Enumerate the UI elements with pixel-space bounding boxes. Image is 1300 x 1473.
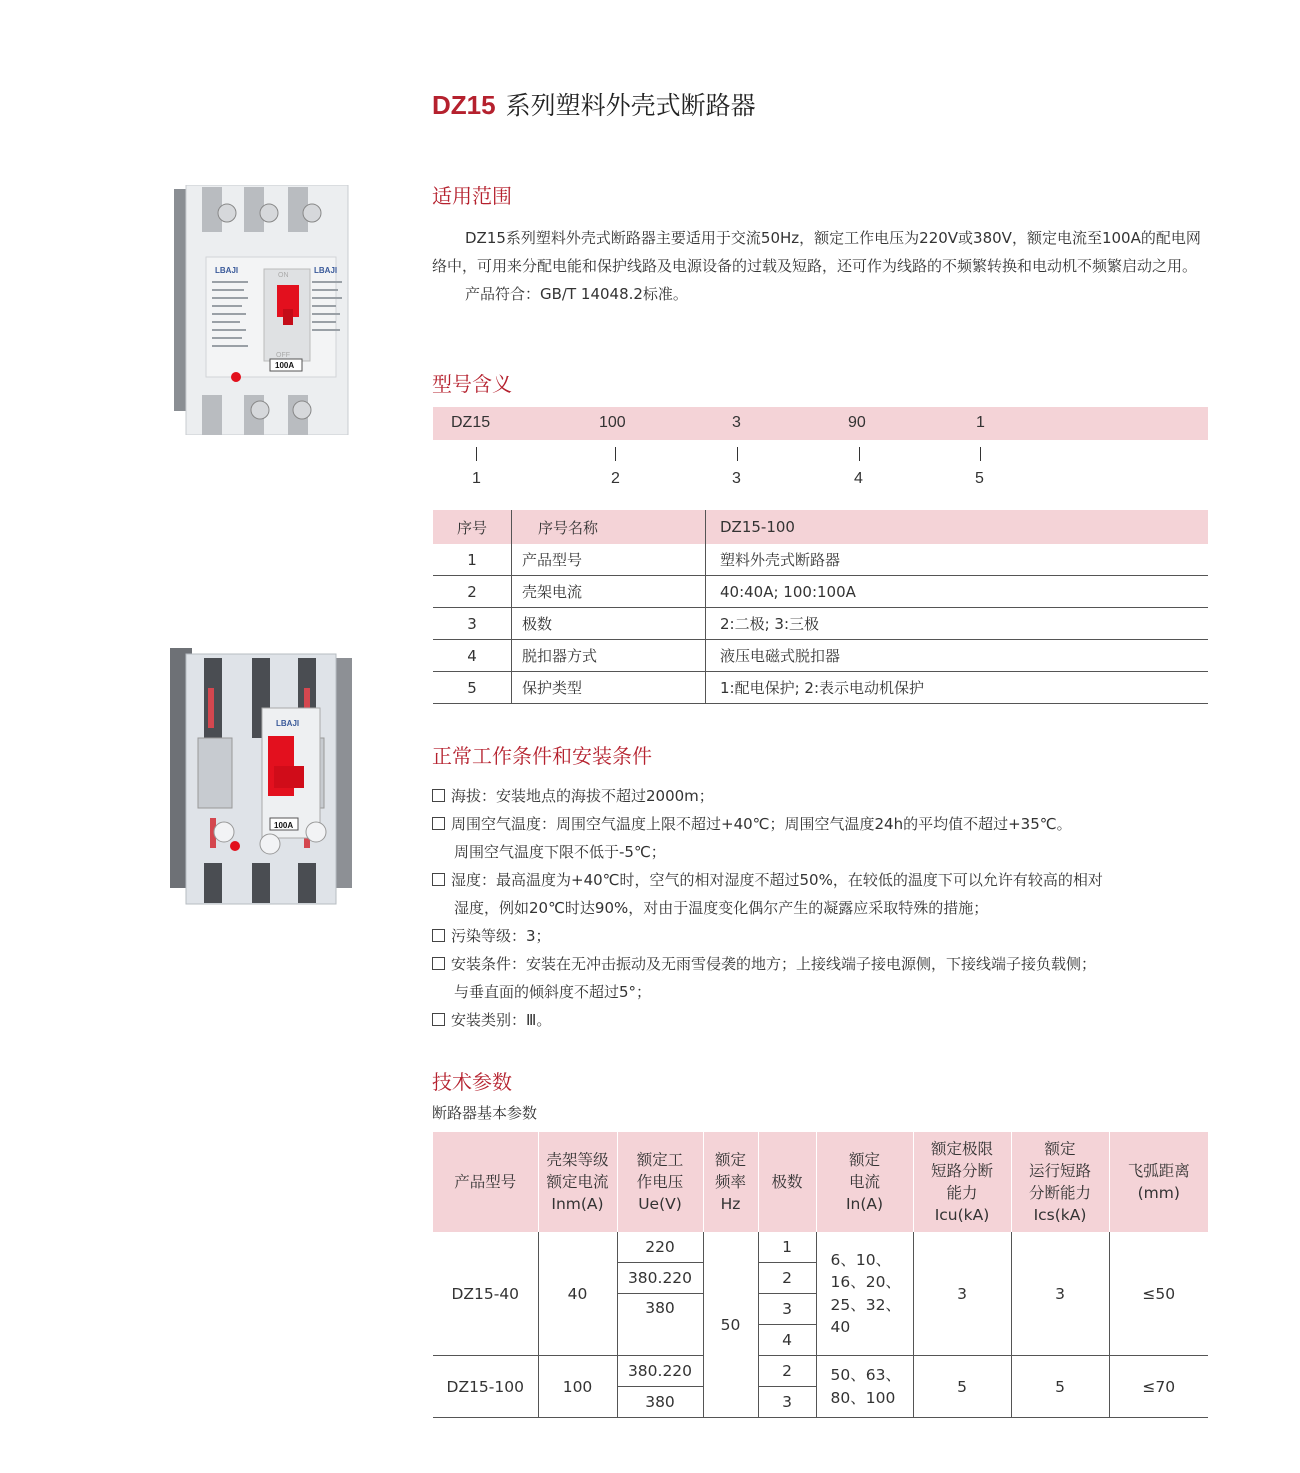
indicator-light [230,841,240,851]
current-cell: 6、10、 16、20、 25、32、 40 [816,1232,913,1356]
table-cell: 1:配电保护; 2:表示电动机保护 [706,672,1209,704]
list-item [432,1006,1222,1034]
code-segment-4: 90 [848,414,866,431]
code-index-4: 4 [854,470,863,487]
code-connector [476,447,477,461]
model-cell: DZ15-100 [433,1356,538,1418]
tech-heading: 技术参数 [432,1070,512,1094]
arc-cell: ≤50 [1109,1232,1208,1356]
header-rated-current: 额定 电流 In(A) [816,1132,913,1232]
table-cell: 2:二极; 3:三极 [706,608,1209,640]
table-cell: 4 [433,640,512,672]
title-model: DZ15 [432,90,496,120]
header-voltage: 额定工 作电压 Ue(V) [617,1132,703,1232]
table-row [433,1356,1208,1387]
conditions-heading: 正常工作条件和安装条件 [432,744,652,768]
table-cell: 液压电磁式脱扣器 [706,640,1209,672]
table-header-row [433,1132,1208,1232]
header-arc-distance: 飞弧距离 (mm) [1109,1132,1208,1232]
condition-text: 安装类别：Ⅲ。 [451,1011,552,1029]
scope-text [432,224,1210,308]
condition-text: 污染等级：3； [451,927,551,945]
code-segment-2: 100 [599,414,626,431]
code-segment-3: 3 [732,414,741,431]
brand-logo-right: LBAJI [314,266,338,275]
tech-params-table [433,1132,1208,1418]
condition-continuation: 与垂直面的倾斜度不超过5°； [454,983,652,1001]
icu-cell: 5 [913,1356,1011,1418]
table-cell: 产品型号 [512,544,706,576]
frequency-cell: 50 [703,1232,758,1418]
checkbox-icon [432,789,445,802]
code-segment-1: DZ15 [451,414,491,431]
frame-cell: 40 [538,1232,617,1356]
code-connector [980,447,981,461]
rating-label: 100A [274,821,294,830]
current-cell: 50、63、 80、100 [816,1356,913,1418]
icu-cell: 3 [913,1232,1011,1356]
voltage-cell: 380 [617,1294,703,1356]
column-header: 序号 [433,510,512,544]
code-index-2: 2 [611,470,620,487]
poles-cell: 2 [758,1356,816,1387]
table-cell: 1 [433,544,512,576]
poles-cell: 2 [758,1263,816,1294]
header-ics: 额定 运行短路 分断能力 Ics(kA) [1011,1132,1109,1232]
table-cell: 壳架电流 [512,576,706,608]
condition-continuation: 湿度，例如20℃时达90%，对由于温度变化偶尔产生的凝露应采取特殊的措施； [454,899,989,917]
condition-text: 周围空气温度：周围空气温度上限不超过+40℃；周围空气温度24h的平均值不超过+35℃。 [451,815,1072,833]
table-cell: 保护类型 [512,672,706,704]
list-item [432,782,1222,810]
code-index-1: 1 [472,470,481,487]
list-item [432,922,1222,950]
poles-cell: 3 [758,1387,816,1418]
checkbox-icon [432,957,445,970]
poles-cell: 3 [758,1294,816,1325]
scope-paragraph-2: 产品符合：GB/T 14048.2标准。 [465,285,688,303]
model-meaning-table [433,510,1208,704]
poles-cell: 1 [758,1232,816,1263]
table-cell: 脱扣器方式 [512,640,706,672]
on-label: ON [278,272,289,279]
voltage-cell: 380.220 [617,1356,703,1387]
page-title [432,86,756,122]
code-index-3: 3 [732,470,741,487]
scope-heading: 适用范围 [432,184,512,208]
code-connector [737,447,738,461]
checkbox-icon [432,929,445,942]
condition-text: 安装条件：安装在无冲击振动及无雨雪侵袭的地方；上接线端子接电源侧，下接线端子接负载侧； [451,955,1097,973]
conditions-list [432,782,1222,1034]
tech-subheading: 断路器基本参数 [432,1104,538,1122]
code-index-5: 5 [975,470,984,487]
header-model: 产品型号 [433,1132,538,1232]
ics-cell: 5 [1011,1356,1109,1418]
poles-cell: 4 [758,1325,816,1356]
table-row [433,672,1208,704]
scope-paragraph-1: DZ15系列塑料外壳式断路器主要适用于交流50Hz，额定工作电压为220V或380V，额定电流至100A的配电网络中，可用来分配电能和保护线路及电源设备的过载及短路，还可作为线路的不频繁转换和电动机不频繁启动之用。 [432,229,1201,275]
brand-logo: LBAJI [276,719,300,728]
model-meaning-heading: 型号含义 [432,372,512,396]
list-item [432,866,1222,894]
checkbox-icon [432,1013,445,1026]
checkbox-icon [432,817,445,830]
header-frame-current: 壳架等级 额定电流 Inm(A) [538,1132,617,1232]
voltage-cell: 380 [617,1387,703,1418]
table-row [433,1232,1208,1263]
table-cell: 5 [433,672,512,704]
checkbox-icon [432,873,445,886]
model-cell: DZ15-40 [433,1232,538,1356]
brand-logo-left: LBAJI [215,266,239,275]
table-cell: 2 [433,576,512,608]
table-row [433,576,1208,608]
code-segment-5: 1 [976,414,985,431]
ics-cell: 3 [1011,1232,1109,1356]
breaker-transparent-image [168,648,354,906]
table-cell: 3 [433,608,512,640]
condition-text: 海拔：安装地点的海拔不超过2000m； [451,787,714,805]
voltage-cell: 380.220 [617,1263,703,1294]
table-cell: 极数 [512,608,706,640]
header-frequency: 额定 频率 Hz [703,1132,758,1232]
title-text: 系列塑料外壳式断路器 [505,91,756,120]
code-connector [859,447,860,461]
breaker-opaque-image [172,185,350,435]
code-connector [615,447,616,461]
header-poles: 极数 [758,1132,816,1232]
condition-text: 湿度：最高温度为+40℃时，空气的相对湿度不超过50%，在较低的温度下可以允许有较高的相对 [451,871,1103,889]
rating-label: 100A [275,361,295,370]
list-item [432,810,1222,838]
header-icu: 额定极限 短路分断 能力 Icu(kA) [913,1132,1011,1232]
table-cell: 塑料外壳式断路器 [706,544,1209,576]
frame-cell: 100 [538,1356,617,1418]
voltage-cell: 220 [617,1232,703,1263]
indicator-light [231,372,241,382]
table-row [433,640,1208,672]
column-header: 序号名称 [512,510,706,544]
arc-cell: ≤70 [1109,1356,1208,1418]
off-label: OFF [276,352,290,359]
table-row [433,544,1208,576]
table-cell: 40:40A; 100:100A [706,576,1209,608]
condition-continuation: 周围空气温度下限不低于-5℃； [454,843,666,861]
column-header: DZ15-100 [706,510,1209,544]
list-item [432,950,1222,978]
table-header-row [433,510,1208,544]
table-row [433,608,1208,640]
model-code-bar [433,407,1208,440]
